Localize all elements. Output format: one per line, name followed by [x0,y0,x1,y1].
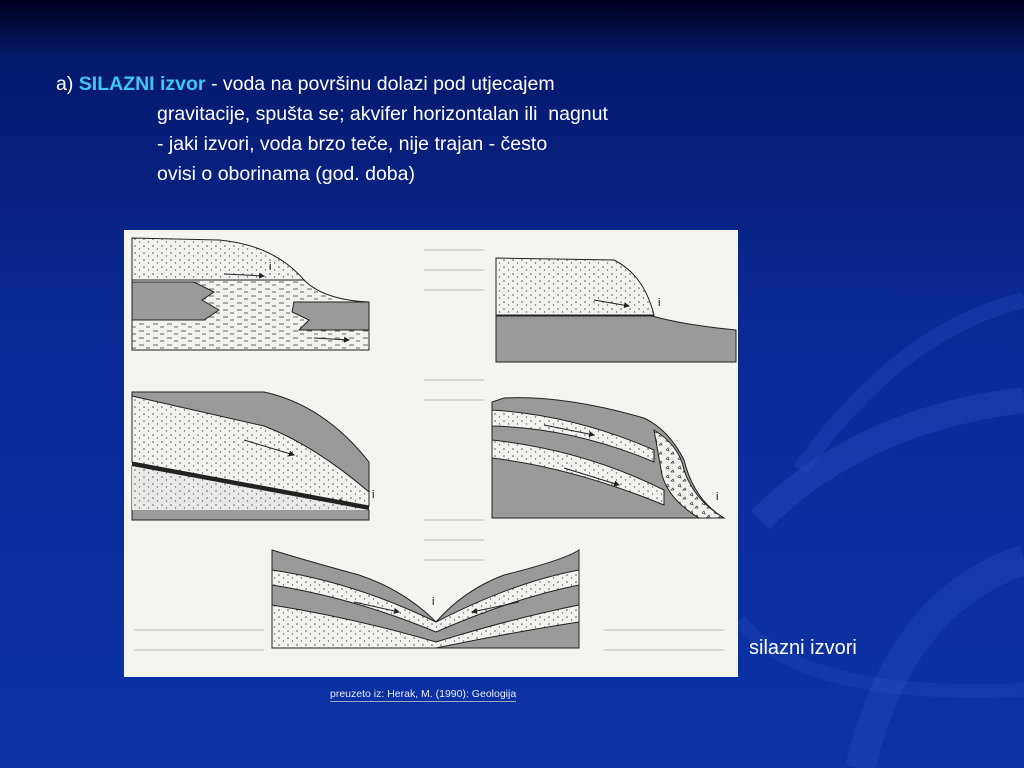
panel-inclined-layers [132,392,374,520]
spring-mark: i [716,491,719,503]
spring-mark: i [269,261,272,273]
springs-diagram [124,230,738,677]
text-line-1: gravitacije, spušta se; akvifer horizontalan ili nagnut [157,103,608,125]
spring-mark: i [432,596,435,608]
figure-caption: silazni izvori [749,637,857,659]
panel-slope-aquifer [496,258,736,362]
heading-term: SILAZNI izvor [78,73,206,95]
spring-mark: i [372,489,375,501]
springs-figure [124,230,738,677]
source-citation: preuzeto iz: Herak, M. (1990): Geologija [330,688,517,700]
panel-horizontal-aquifer [132,238,369,350]
panel-syncline [272,550,579,648]
spring-mark: i [658,297,661,309]
heading-prefix: a) [56,73,79,95]
heading-line [56,72,555,96]
text-line-2: - jaki izvori, voda brzo teče, nije trajan - često [157,133,548,155]
panel-scree-slope [492,398,724,518]
heading-rest: - voda na površinu dolazi pod utjecajem [205,73,555,95]
text-line-3: ovisi o oborinama (god. doba) [157,163,415,185]
